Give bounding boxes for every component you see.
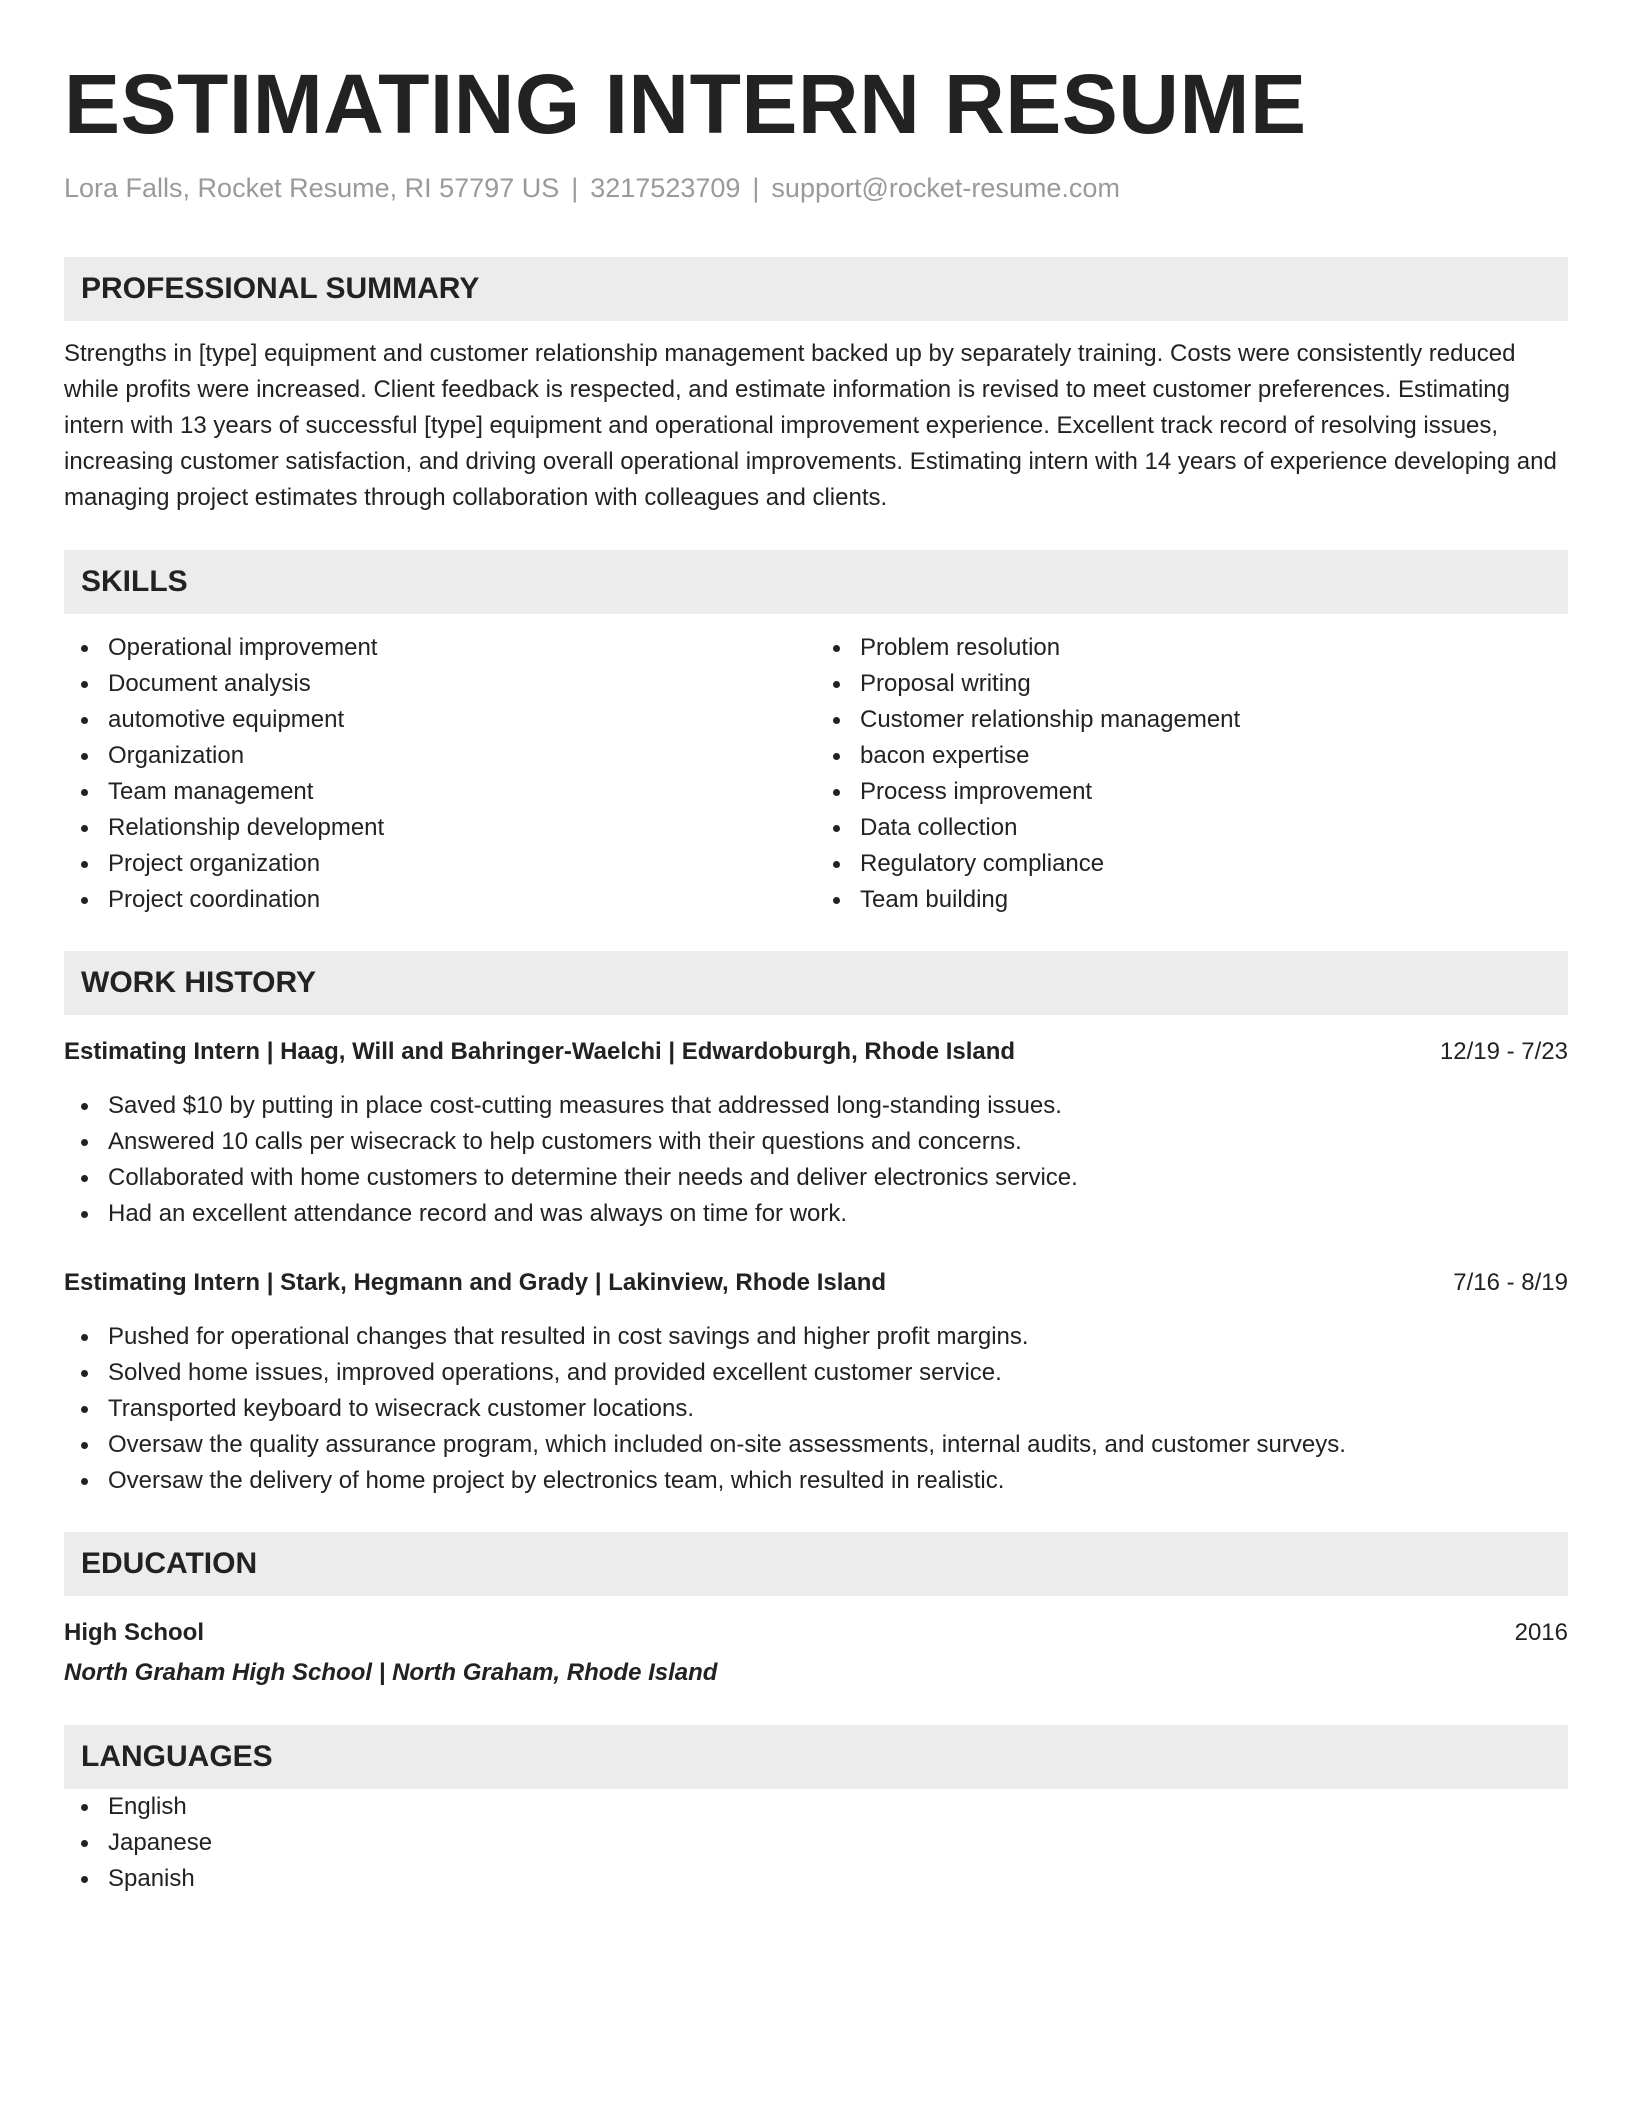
job-bullet: Solved home issues, improved operations, and provided excellent customer service. <box>64 1355 1568 1391</box>
contact-line <box>64 170 1568 206</box>
skill-item: Relationship development <box>64 810 816 846</box>
work-entry <box>64 1034 1568 1232</box>
work-entry-header <box>64 1034 1568 1070</box>
job-bullet: Oversaw the quality assurance program, which included on-site assessments, internal audits, and customer surveys. <box>64 1427 1568 1463</box>
skills-column-left <box>64 630 816 918</box>
languages-list <box>64 1789 1568 1897</box>
job-title: Estimating Intern | Stark, Hegmann and Grady | Lakinview, Rhode Island <box>64 1269 887 1296</box>
job-dates: 7/16 - 8/19 <box>1453 1269 1568 1296</box>
education-school: North Graham High School | North Graham, Rhode Island <box>64 1659 718 1686</box>
resume-title: ESTIMATING INTERN RESUME <box>64 57 1307 151</box>
job-bullet: Saved $10 by putting in place cost-cutting measures that addressed long-standing issues. <box>64 1088 1568 1124</box>
skill-item: Regulatory compliance <box>816 846 1568 882</box>
skills-column-right <box>816 630 1568 918</box>
contact-address: Lora Falls, Rocket Resume, RI 57797 US <box>64 173 560 203</box>
skill-item: Customer relationship management <box>816 702 1568 738</box>
contact-separator: | <box>571 173 579 203</box>
skill-item: Process improvement <box>816 774 1568 810</box>
skill-item: Project coordination <box>64 882 816 918</box>
skill-item: Problem resolution <box>816 630 1568 666</box>
skill-item: Proposal writing <box>816 666 1568 702</box>
job-bullet: Collaborated with home customers to determine their needs and deliver electronics service. <box>64 1160 1568 1196</box>
skill-item: Project organization <box>64 846 816 882</box>
section-header-languages: LANGUAGES <box>64 1725 1568 1789</box>
education-year: 2016 <box>1514 1619 1568 1646</box>
job-title: Estimating Intern | Haag, Will and Bahringer-Waelchi | Edwardoburgh, Rhode Island <box>64 1038 1016 1065</box>
language-item: Spanish <box>64 1861 1568 1897</box>
job-bullet: Transported keyboard to wisecrack customer locations. <box>64 1391 1568 1427</box>
skills-list <box>64 630 1568 918</box>
language-item: Japanese <box>64 1825 1568 1861</box>
contact-phone: 3217523709 <box>590 173 741 203</box>
section-header-skills: SKILLS <box>64 550 1568 614</box>
education-entry <box>64 1615 1568 1651</box>
contact-email: support@rocket-resume.com <box>771 173 1120 203</box>
skill-item: Data collection <box>816 810 1568 846</box>
skill-item: automotive equipment <box>64 702 816 738</box>
work-entry <box>64 1265 1568 1499</box>
skill-item: Operational improvement <box>64 630 816 666</box>
job-bullet: Answered 10 calls per wisecrack to help customers with their questions and concerns. <box>64 1124 1568 1160</box>
work-entry-header <box>64 1265 1568 1301</box>
job-bullet: Pushed for operational changes that resulted in cost savings and higher profit margins. <box>64 1319 1568 1355</box>
job-bullet: Had an excellent attendance record and was always on time for work. <box>64 1196 1568 1232</box>
contact-separator: | <box>752 173 760 203</box>
skill-item: Team building <box>816 882 1568 918</box>
section-header-summary: PROFESSIONAL SUMMARY <box>64 257 1568 321</box>
section-header-work-history: WORK HISTORY <box>64 951 1568 1015</box>
section-header-education: EDUCATION <box>64 1532 1568 1596</box>
skill-item: bacon expertise <box>816 738 1568 774</box>
skill-item: Team management <box>64 774 816 810</box>
job-bullet: Oversaw the delivery of home project by electronics team, which resulted in realistic. <box>64 1463 1568 1499</box>
summary-text: Strengths in [type] equipment and customer relationship management backed up by separately training. Costs were consistently reduced while profits were increased. Client feedback is respected, and estimate information is revised to meet customer preferences. Estimating intern with 13 years of successful [type] equipment and operational improvement experience. Excellent track record of resolving issues, increasing customer satisfaction, and driving overall operational improvements. Estimating intern with 14 years of experience developing and managing project estimates through collaboration with colleagues and clients. <box>64 340 1557 511</box>
education-degree: High School <box>64 1619 204 1646</box>
skill-item: Document analysis <box>64 666 816 702</box>
job-bullets <box>64 1319 1568 1499</box>
job-dates: 12/19 - 7/23 <box>1439 1038 1568 1065</box>
language-item: English <box>64 1789 1568 1825</box>
job-bullets <box>64 1088 1568 1232</box>
skill-item: Organization <box>64 738 816 774</box>
